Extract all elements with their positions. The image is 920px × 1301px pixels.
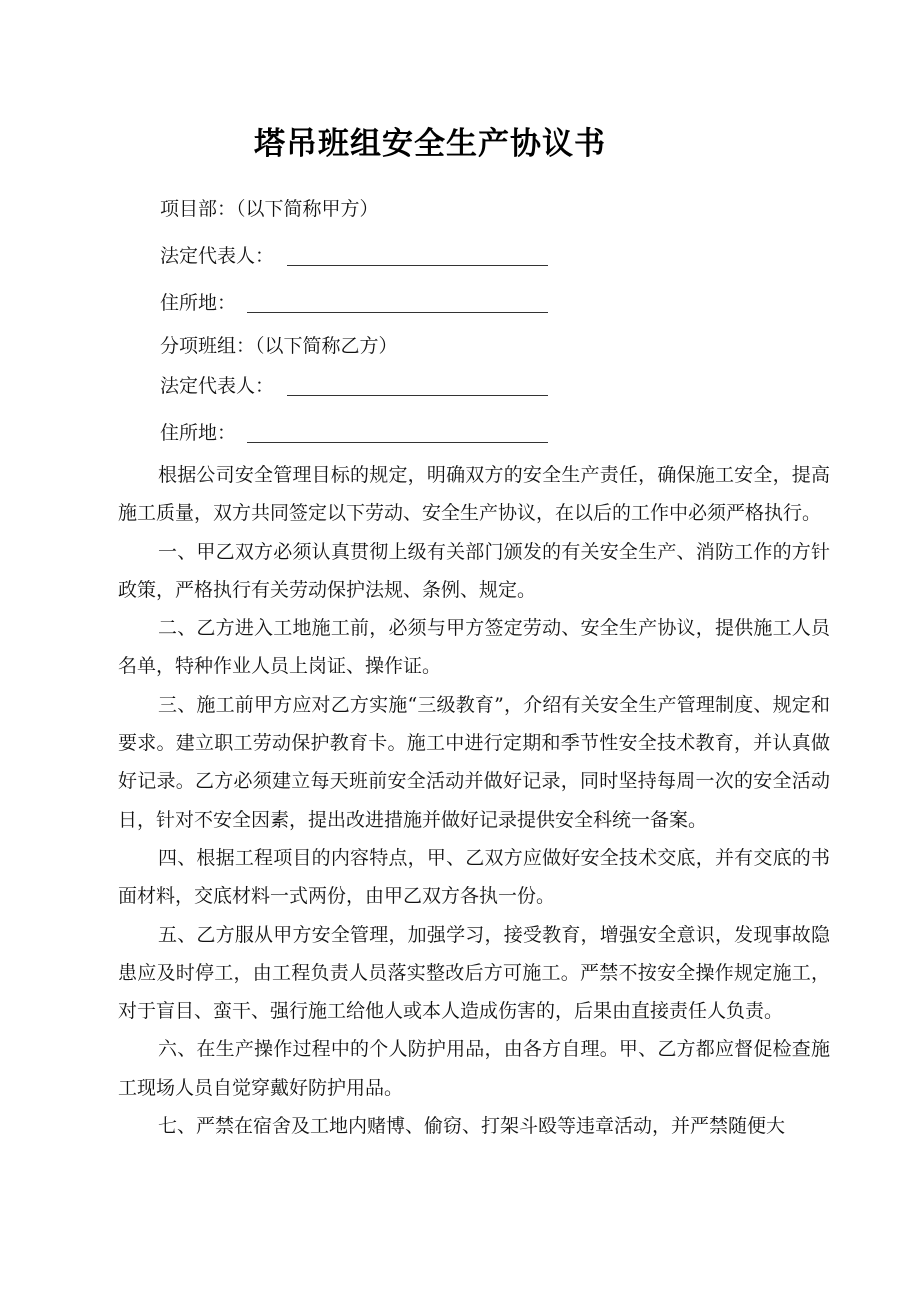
party-a-address-label: 住所地： (160, 292, 237, 314)
party-a-rep-field (160, 243, 274, 269)
party-b-address-label: 住所地： (160, 422, 237, 444)
intro-paragraph: 根据公司安全管理目标的规定，明确双方的安全生产责任，确保施工安全，提高施工质量，双方共同签定以下劳动、安全生产协议，在以后的工作中必须严格执行。 (118, 464, 830, 525)
party-a-rep-blank-line (287, 265, 548, 266)
clause-3-paragraph: 三、施工前甲方应对乙方实施“三级教育”，介绍有关安全生产管理制度、规定和要求。建立职工劳动保护教育卡。施工中进行定期和季节性安全技术教育，并认真做好记录。乙方必须建立每天班前安全活动并做好记录，同时坚持每周一次的安全活动日，针对不安全因素，提出改进措施并做好记录提供安全科统一备案。 (118, 693, 830, 831)
party-b-label: 分项班组：（以下简称乙方） (160, 335, 398, 357)
clause-2-paragraph: 二、乙方进入工地施工前，必须与甲方签定劳动、安全生产协议，提供施工人员名单，特种作业人员上岗证、操作证。 (118, 617, 830, 678)
party-a-rep-label: 法定代表人： (160, 245, 275, 267)
clause-5-paragraph: 五、乙方服从甲方安全管理，加强学习，接受教育，增强安全意识，发现事故隐患应及时停工，由工程负责人员落实整改后方可施工。严禁不按安全操作规定施工，对于盲目、蛮干、强行施工给他人或本人造成伤害的，后果由直接责任人负责。 (118, 923, 830, 1023)
party-a-address-field (160, 290, 236, 316)
party-a-address-blank-line (247, 312, 548, 313)
party-b-address-field (160, 420, 236, 446)
clause-4-paragraph: 四、根据工程项目的内容特点，甲、乙双方应做好安全技术交底，并有交底的书面材料，交底材料一式两份，由甲乙双方各执一份。 (118, 846, 830, 908)
agreement-body (118, 456, 830, 1145)
party-b-field (160, 333, 398, 359)
party-a-label: 项目部：（以下简称甲方） (160, 198, 379, 220)
party-a-field (160, 196, 379, 222)
clause-6-paragraph: 六、在生产操作过程中的个人防护用品，由各方自理。甲、乙方都应督促检查施工现场人员自觉穿戴好防护用品。 (118, 1038, 830, 1099)
clause-1-paragraph: 一、甲乙双方必须认真贯彻上级有关部门颁发的有关安全生产、消防工作的方针政策，严格执行有关劳动保护法规、条例、规定。 (118, 540, 830, 601)
party-b-address-blank-line (247, 442, 548, 443)
party-b-rep-field (160, 373, 274, 399)
clause-7-paragraph: 七、严禁在宿舍及工地内赌博、偷窃、打架斗殴等违章活动，并严禁随便大 (158, 1115, 786, 1138)
document-title: 塔吊班组安全生产协议书 (254, 126, 606, 162)
party-b-rep-label: 法定代表人： (160, 375, 275, 397)
party-b-rep-blank-line (287, 395, 548, 396)
